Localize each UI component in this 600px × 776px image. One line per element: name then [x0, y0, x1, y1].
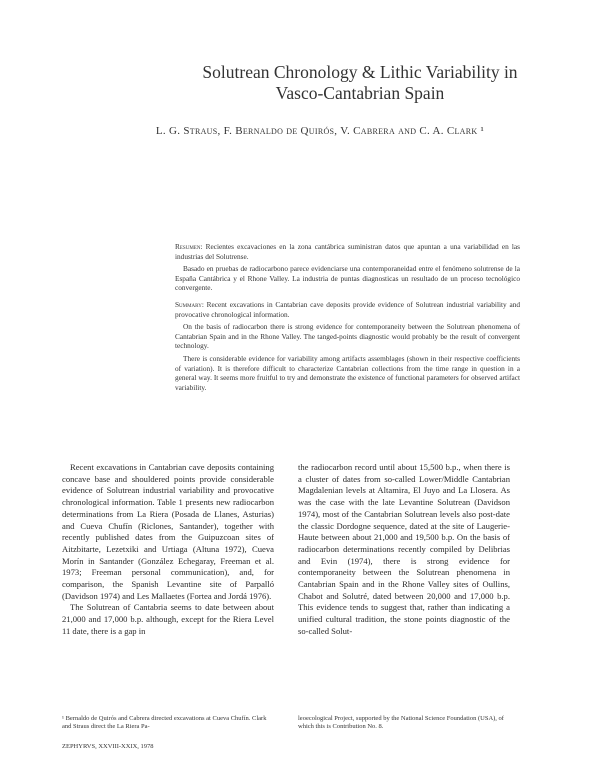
- body-paragraph-2: The Solutrean of Cantabria seems to date between about 21,000 and 17,000 b.p. although, except for the Riera Level 11 date, there is a gap in: [62, 602, 274, 636]
- body-column-left: [62, 462, 274, 638]
- summary-paragraph-1: [175, 300, 520, 319]
- resumen-label: Resumen:: [175, 242, 203, 251]
- footnote-right: leoecological Project, supported by the National Science Foundation (USA), of which this is Contribution No. 8.: [298, 715, 504, 731]
- footnote-left: ¹ Bernaldo de Quirós and Cabrera directed excavations at Cueva Chufín. Clark and Straus direct the La Riera Pa-: [62, 715, 267, 731]
- summary-paragraph-3: There is considerable evidence for variability among artifacts assemblages (shown in their respective coefficients of variation). It is therefore difficult to characterize Cantabrian collections from the time range in question in a general way. It seems more fruitful to try and demonstrate the existence of functional parameters for observed artifact variability.: [175, 353, 520, 392]
- title-line-1: Solutrean Chronology & Lithic Variability in: [202, 62, 518, 82]
- summary-paragraph-2: On the basis of radiocarbon there is strong evidence for contemporaneity between the Solutrean phenomena of Cantabrian Spain and in the Rhone Valley. The tanged-points diagnostic would probably be the result of convergent technology.: [175, 322, 520, 351]
- title-line-2: Vasco-Cantabrian Spain: [275, 83, 445, 103]
- summary-text-1: Recent excavations in Cantabrian cave deposits provide evidence of Solutrean industrial variability and provocative chronological information.: [175, 299, 520, 319]
- body-paragraph-1: Recent excavations in Cantabrian cave deposits containing concave base and shouldered points provide considerable evidence of Solutrean industrial variability and provocative chronological information. Table 1 presents new radiocarbon determinations from La Riera (Posada de Llanes, Asturias) and Cueva Chufín (Riclones, Santander), together with recently published dates from the Guipuzcoan sites of Aitzbitarte, Lezetxiki and Urtiaga (Altuna 1972), Cueva Morín in Santander (González Echegaray, Freeman et al. 1973; Freeman personal communication), and, for comparison, the Spanish Levantine site of Parpalló (Davidson 1974) and Les Mallaetes (Fortea and Jordá 1976).: [62, 462, 274, 601]
- body-paragraph-3: the radiocarbon record until about 15,500 b.p., when there is a cluster of dates from so-called Lower/Middle Cantabrian Magdalenian levels at Altamira, El Juyo and La Llosera. As was the case with the late Levantine Solutrean (Davidson 1974), most of the Cantabrian Solutrean levels also post-date the classic Dordogne sequence, dated at the site of Laugerie-Haute between about 21,000 and 19,500 b.p. On the basis of radiocarbon determinations recently compiled by Delibrias and Evin (1974), there is strong evidence for contemporaneity between the Solutrean phenomena in Cantabrian Spain and in the Rhone Valley sites of Oullins, Chabot and Solutré, dated between 20,000 and 17,000 b.p. This evidence tends to suggest that, rather than indicating a unified cultural tradition, the stone points diagnostic of the so-called Solut-: [298, 462, 510, 636]
- abstract-block: [175, 242, 520, 395]
- journal-reference: ZEPHYRVS, XXVIII-XXIX, 1978: [62, 743, 154, 750]
- resumen-paragraph-1: [175, 242, 520, 261]
- resumen-text-1: Recientes excavaciones en la zona cantábrica suministran datos que apuntan a una variabilidad en las industrias del Solutrense.: [175, 242, 521, 261]
- summary-label: Summary:: [175, 299, 204, 309]
- article-title: [180, 62, 540, 104]
- body-column-right: [298, 462, 510, 638]
- resumen-paragraph-2: Basado en pruebas de radiocarbono parece evidenciarse una contemporaneidad entre el fenómeno solutrense de la España Cantábrica y el Rhone Valley. La industria de puntas diagnosticas un resultado de un proceso tecnológico convergente.: [175, 264, 520, 293]
- author-list: L. G. Straus, F. Bernaldo de Quirós, V. Cabrera and C. A. Clark ¹: [155, 125, 485, 137]
